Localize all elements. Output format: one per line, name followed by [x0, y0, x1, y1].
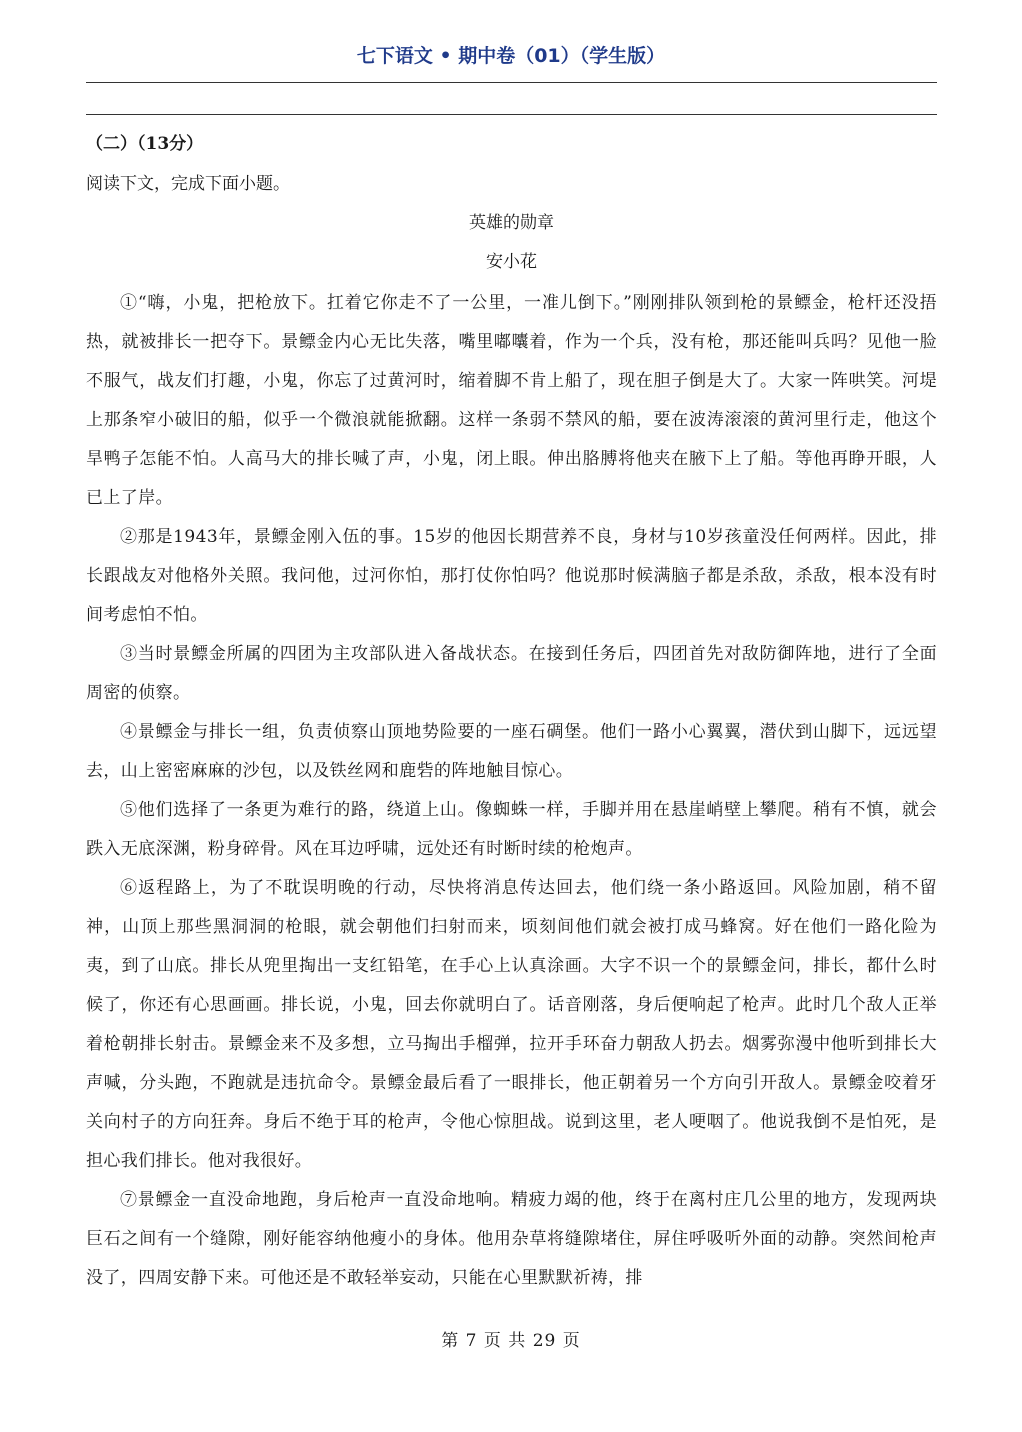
- article-body: [86, 284, 937, 1298]
- paragraph-7: ⑦景鳔金一直没命地跑，身后枪声一直没命地响。精疲力竭的他，终于在离村庄几公里的地方，发现两块巨石之间有一个缝隙，刚好能容纳他瘦小的身体。他用杂草将缝隙堵住，屏住呼吸听外面的动静。突然间枪声没了，四周安静下来。可他还是不敢轻举妄动，只能在心里默默祈祷，排: [86, 1190, 937, 1288]
- paragraph-6: ⑥返程路上，为了不耽误明晚的行动，尽快将消息传达回去，他们绕一条小路返回。风险加剧，稍不留神，山顶上那些黑洞洞的枪眼，就会朝他们扫射而来，顷刻间他们就会被打成马蜂窝。好在他们一路化险为夷，到了山底。排长从兜里掏出一支红铅笔，在手心上认真涂画。大字不识一个的景鳔金问，排长，都什么时候了，你还有心思画画。排长说，小鬼，回去你就明白了。话音刚落，身后便响起了枪声。此时几个敌人正举着枪朝排长射击。景鳔金来不及多想，立马掏出手榴弹，拉开手环奋力朝敌人扔去。烟雾弥漫中他听到排长大声喊，分头跑，不跑就是违抗命令。景鳔金最后看了一眼排长，他正朝着另一个方向引开敌人。景鳔金咬着牙关向村子的方向狂奔。身后不绝于耳的枪声，令他心惊胆战。说到这里，老人哽咽了。他说我倒不是怕死，是担心我们排长。他对我很好。: [86, 878, 937, 1171]
- paragraph-5: ⑤他们选择了一条更为难行的路，绕道上山。像蜘蛛一样，手脚并用在悬崖峭壁上攀爬。稍有不慎，就会跌入无底深渊，粉身碎骨。风在耳边呼啸，远处还有时断时续的枪炮声。: [86, 800, 937, 859]
- paragraph-2: ②那是1943年，景鳔金刚入伍的事。15岁的他因长期营养不良，身材与10岁孩童没任何两样。因此，排长跟战友对他格外关照。我问他，过河你怕，那打仗你怕吗？他说那时候满脑子都是杀敌，杀敌，根本没有时间考虑怕不怕。: [86, 527, 937, 625]
- header-rule-bottom: [86, 114, 937, 115]
- paragraph-4: ④景鳔金与排长一组，负责侦察山顶地势险要的一座石碉堡。他们一路小心翼翼，潜伏到山脚下，远远望去，山上密密麻麻的沙包，以及铁丝网和鹿砦的阵地触目惊心。: [86, 722, 937, 781]
- header-rule-top: [86, 82, 937, 83]
- paragraph-3: ③当时景鳔金所属的四团为主攻部队进入备战状态。在接到任务后，四团首先对敌防御阵地，进行了全面周密的侦察。: [86, 644, 937, 703]
- page-header-title: 七下语文 • 期中卷（01）（学生版）: [356, 45, 666, 67]
- page-number-footer: 第 7 页 共 29 页: [441, 1331, 581, 1351]
- article-title: 英雄的勋章: [469, 213, 554, 233]
- paragraph-1: ①“嗨，小鬼，把枪放下。扛着它你走不了一公里，一准儿倒下。”刚刚排队领到枪的景鳔金，枪杆还没捂热，就被排长一把夺下。景鳔金内心无比失落，嘴里嘟囔着，作为一个兵，没有枪，那还能叫兵吗？见他一脸不服气，战友们打趣，小鬼，你忘了过黄河时，缩着脚不肯上船了，现在胆子倒是大了。大家一阵哄笑。河堤上那条窄小破旧的船，似乎一个微浪就能掀翻。这样一条弱不禁风的船，要在波涛滚滚的黄河里行走，他这个旱鸭子怎能不怕。人高马大的排长喊了声，小鬼，闭上眼。伸出胳膊将他夹在腋下上了船。等他再睁开眼，人已上了岸。: [86, 293, 937, 508]
- article-author: 安小花: [486, 252, 537, 272]
- section-heading: （二）（13分）: [86, 134, 204, 154]
- reading-instruction: 阅读下文，完成下面小题。: [86, 174, 290, 194]
